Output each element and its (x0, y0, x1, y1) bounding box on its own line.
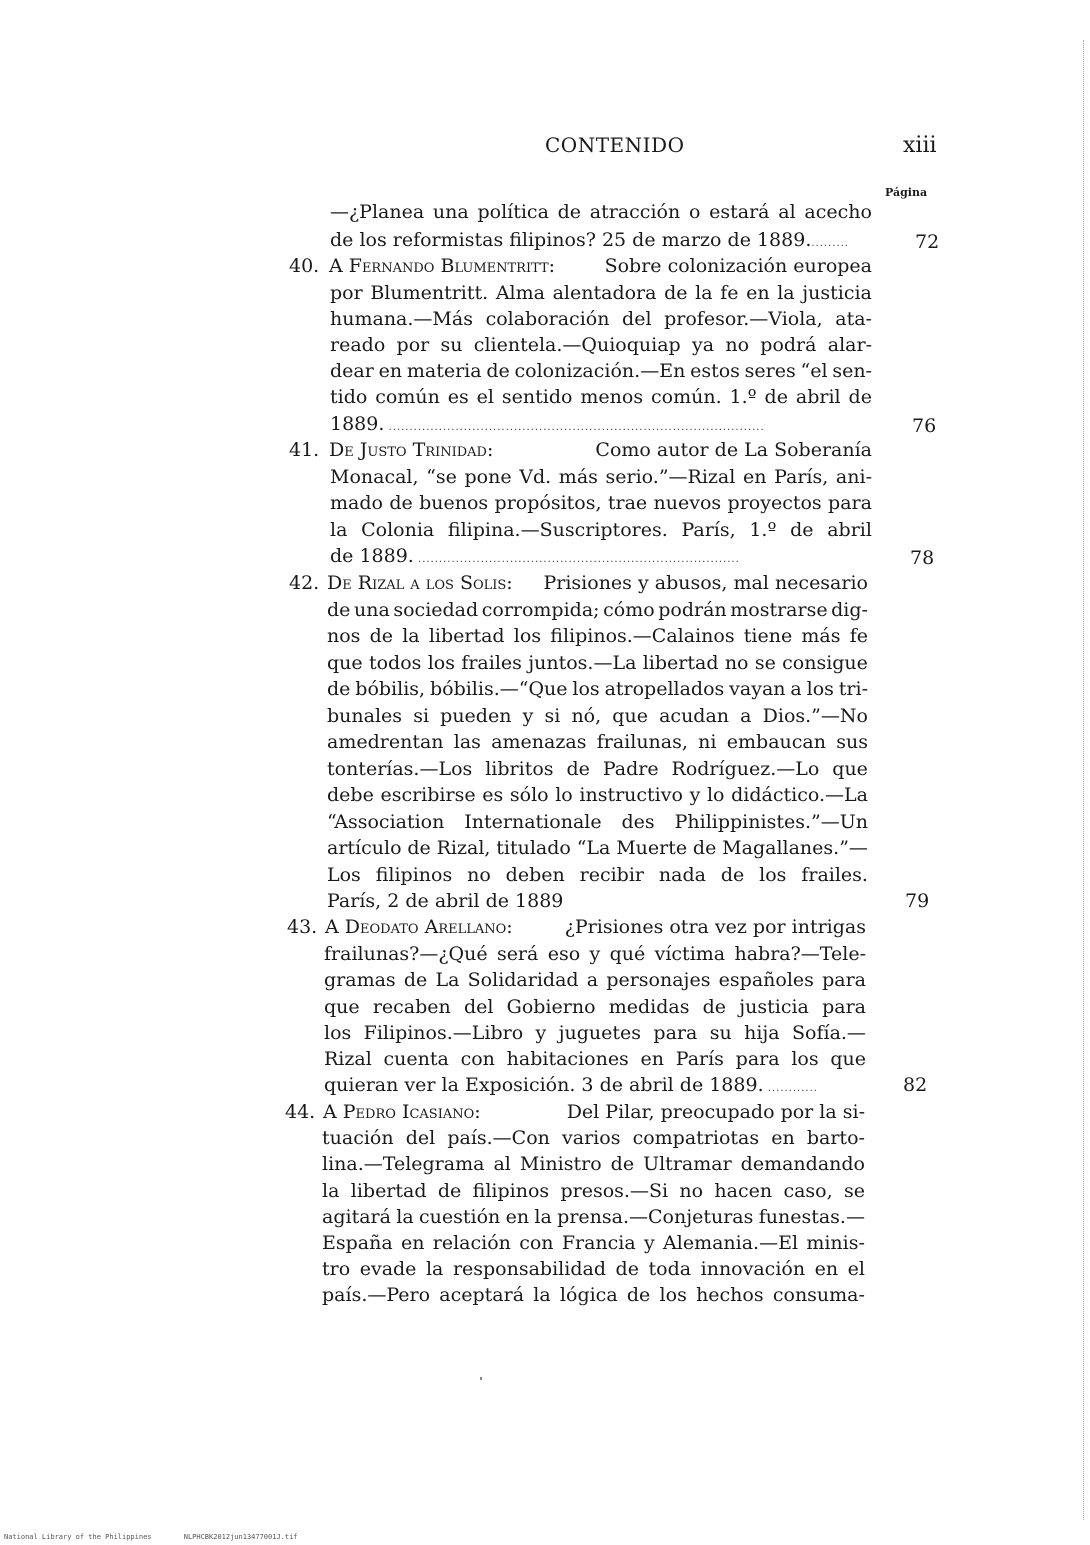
entry-line: Prisiones y abusos, mal necesario (543, 572, 868, 594)
entry-line: 1889. (330, 413, 385, 435)
entry-line: tido común es el sentido menos común. 1.º de abril de (330, 386, 872, 408)
entry-number: 42. (289, 572, 320, 594)
entry-line-first (325, 914, 866, 940)
entry-line-first (329, 437, 872, 463)
entry-line: bunales si pueden y si nó, que acudan a Dios.”—No (327, 705, 868, 727)
entry-line: que recaben del Gobierno medidas de justicia para (324, 996, 866, 1018)
page-number: 79 (905, 890, 930, 912)
entry-line: por Blumentritt. Alma alentadora de la fe en la justicia (330, 282, 872, 304)
scan-footer (4, 1533, 326, 1541)
entry-line: de bóbilis, bóbilis.—“Que los atropellados vayan a los tri- (327, 678, 868, 700)
entry-line-last: 1889. .......................................................................................... (330, 413, 765, 435)
entry-line: Los filipinos no deben recibir nada de los frailes. (327, 864, 868, 886)
entry-number: 43. (287, 916, 318, 938)
entry-recipient: A Pedro Icasiano: (323, 1101, 481, 1123)
entry-line: de 1889. (330, 545, 414, 567)
entry-line: artículo de Rizal, titulado “La Muerte de Magallanes.”— (327, 837, 868, 859)
entry-line: reado por su clientela.—Quioquiap ya no podrá alar- (330, 334, 872, 356)
entry-line-first (329, 253, 872, 279)
entry-line: París, 2 de abril de 1889 (327, 890, 564, 912)
entry-line: tonterías.—Los libritos de Padre Rodríguez.—Lo que (327, 758, 868, 780)
entry-line: amedrentan las amenazas frailunas, ni embaucan sus (327, 731, 868, 753)
running-head-title: CONTENIDO (545, 133, 685, 157)
entry-line: la Colonia filipina.—Suscriptores. París, 1.º de abril (330, 519, 872, 541)
entry-line: que todos los frailes juntos.—La libertad no se consigue (327, 652, 868, 674)
entry-line: tro evade la responsabilidad de toda innovación en el (322, 1258, 865, 1280)
entry-number: 44. (285, 1101, 316, 1123)
entry-line: los Filipinos.—Libro y juguetes para su hija Sofía.— (324, 1022, 866, 1044)
page-column-label: Página (885, 186, 928, 199)
page-number: 72 (915, 231, 940, 253)
entry-line: “Association Internationale des Philippinistes.”—Un (327, 811, 868, 833)
entry-line: de una sociedad corrompida; cómo podrán mostrarse dig- (327, 599, 868, 621)
entry-line: Sobre colonización europea (604, 255, 872, 277)
entry-line: España en relación con Francia y Alemania.—El minis- (322, 1232, 865, 1254)
entry-line: lina.—Telegrama al Ministro de Ultramar demandando (322, 1153, 865, 1175)
entry-number: 41. (289, 439, 320, 461)
entry-number: 40. (289, 255, 320, 277)
entry-line-last: de los reformistas filipinos? 25 de marzo de 1889.......... (330, 229, 849, 251)
entry-line: mado de buenos propósitos, trae nuevos proyectos para (330, 492, 872, 514)
entry-line-last: de 1889. ............................................................................. (330, 545, 740, 567)
entry-line: Monacal, “se pone Vd. más serio.”—Rizal en París, ani- (330, 466, 872, 488)
entry-recipient: De Rizal a los Solis: (327, 572, 513, 594)
entry-line-first (323, 1099, 865, 1125)
footer-library: National Library of the Philippines (4, 1533, 152, 1541)
entry-line: humana.—Más colaboración del profesor.—Viola, ata- (330, 308, 872, 330)
entry-line: frailunas?—¿Qué será eso y qué víctima habra?—Tele- (324, 943, 866, 965)
entry-line: de los reformistas filipinos? 25 de marzo de 1889. (330, 229, 812, 251)
page-number: 78 (910, 547, 935, 569)
entry-line-last: quieran ver la Exposición. 3 de abril de 1889. ............ (324, 1074, 818, 1096)
entry-recipient: De Justo Trinidad: (329, 439, 494, 461)
entry-line-last (327, 888, 872, 914)
page-folio: xiii (903, 133, 937, 158)
entry-line: quieran ver la Exposición. 3 de abril de 1889. (324, 1074, 764, 1096)
scan-speck (480, 1377, 482, 1380)
entry-line: la libertad de filipinos presos.—Si no hacen caso, se (322, 1180, 865, 1202)
entry-line: tuación del país.—Con varios compatriotas en barto- (322, 1127, 865, 1149)
entry-line: Rizal cuenta con habitaciones en París para los que (324, 1048, 866, 1070)
footer-file-id: NLPHCBK2012jun13477001J.tif (183, 1533, 298, 1541)
page-number: 76 (912, 415, 937, 437)
entry-line: gramas de La Solidaridad a personajes españoles para (324, 969, 866, 991)
entry-line: Como autor de La Soberanía (595, 439, 872, 461)
entry-line: debe escribirse es sólo lo instructivo y lo didáctico.—La (327, 784, 868, 806)
entry-line: país.—Pero aceptará la lógica de los hechos consuma- (322, 1284, 865, 1306)
entry-line: ¿Prisiones otra vez por intrigas (564, 916, 866, 938)
entry-line: nos de la libertad los filipinos.—Calainos tiene más fe (327, 625, 868, 647)
entry-line-first (327, 570, 868, 596)
entry-line: agitará la cuestión en la prensa.—Conjeturas funestas.— (322, 1206, 865, 1228)
entry-line: —¿Planea una política de atracción o estará al acecho (330, 201, 872, 223)
entry-line: dear en materia de colonización.—En estos seres “el sen- (330, 360, 872, 382)
entry-recipient: A Deodato Arellano: (325, 916, 513, 938)
page-number: 82 (903, 1074, 928, 1096)
entry-line: Del Pilar, preocupado por la si- (566, 1101, 865, 1123)
scan-edge (1083, 40, 1084, 1520)
entry-recipient: A Fernando Blumentritt: (329, 255, 556, 277)
